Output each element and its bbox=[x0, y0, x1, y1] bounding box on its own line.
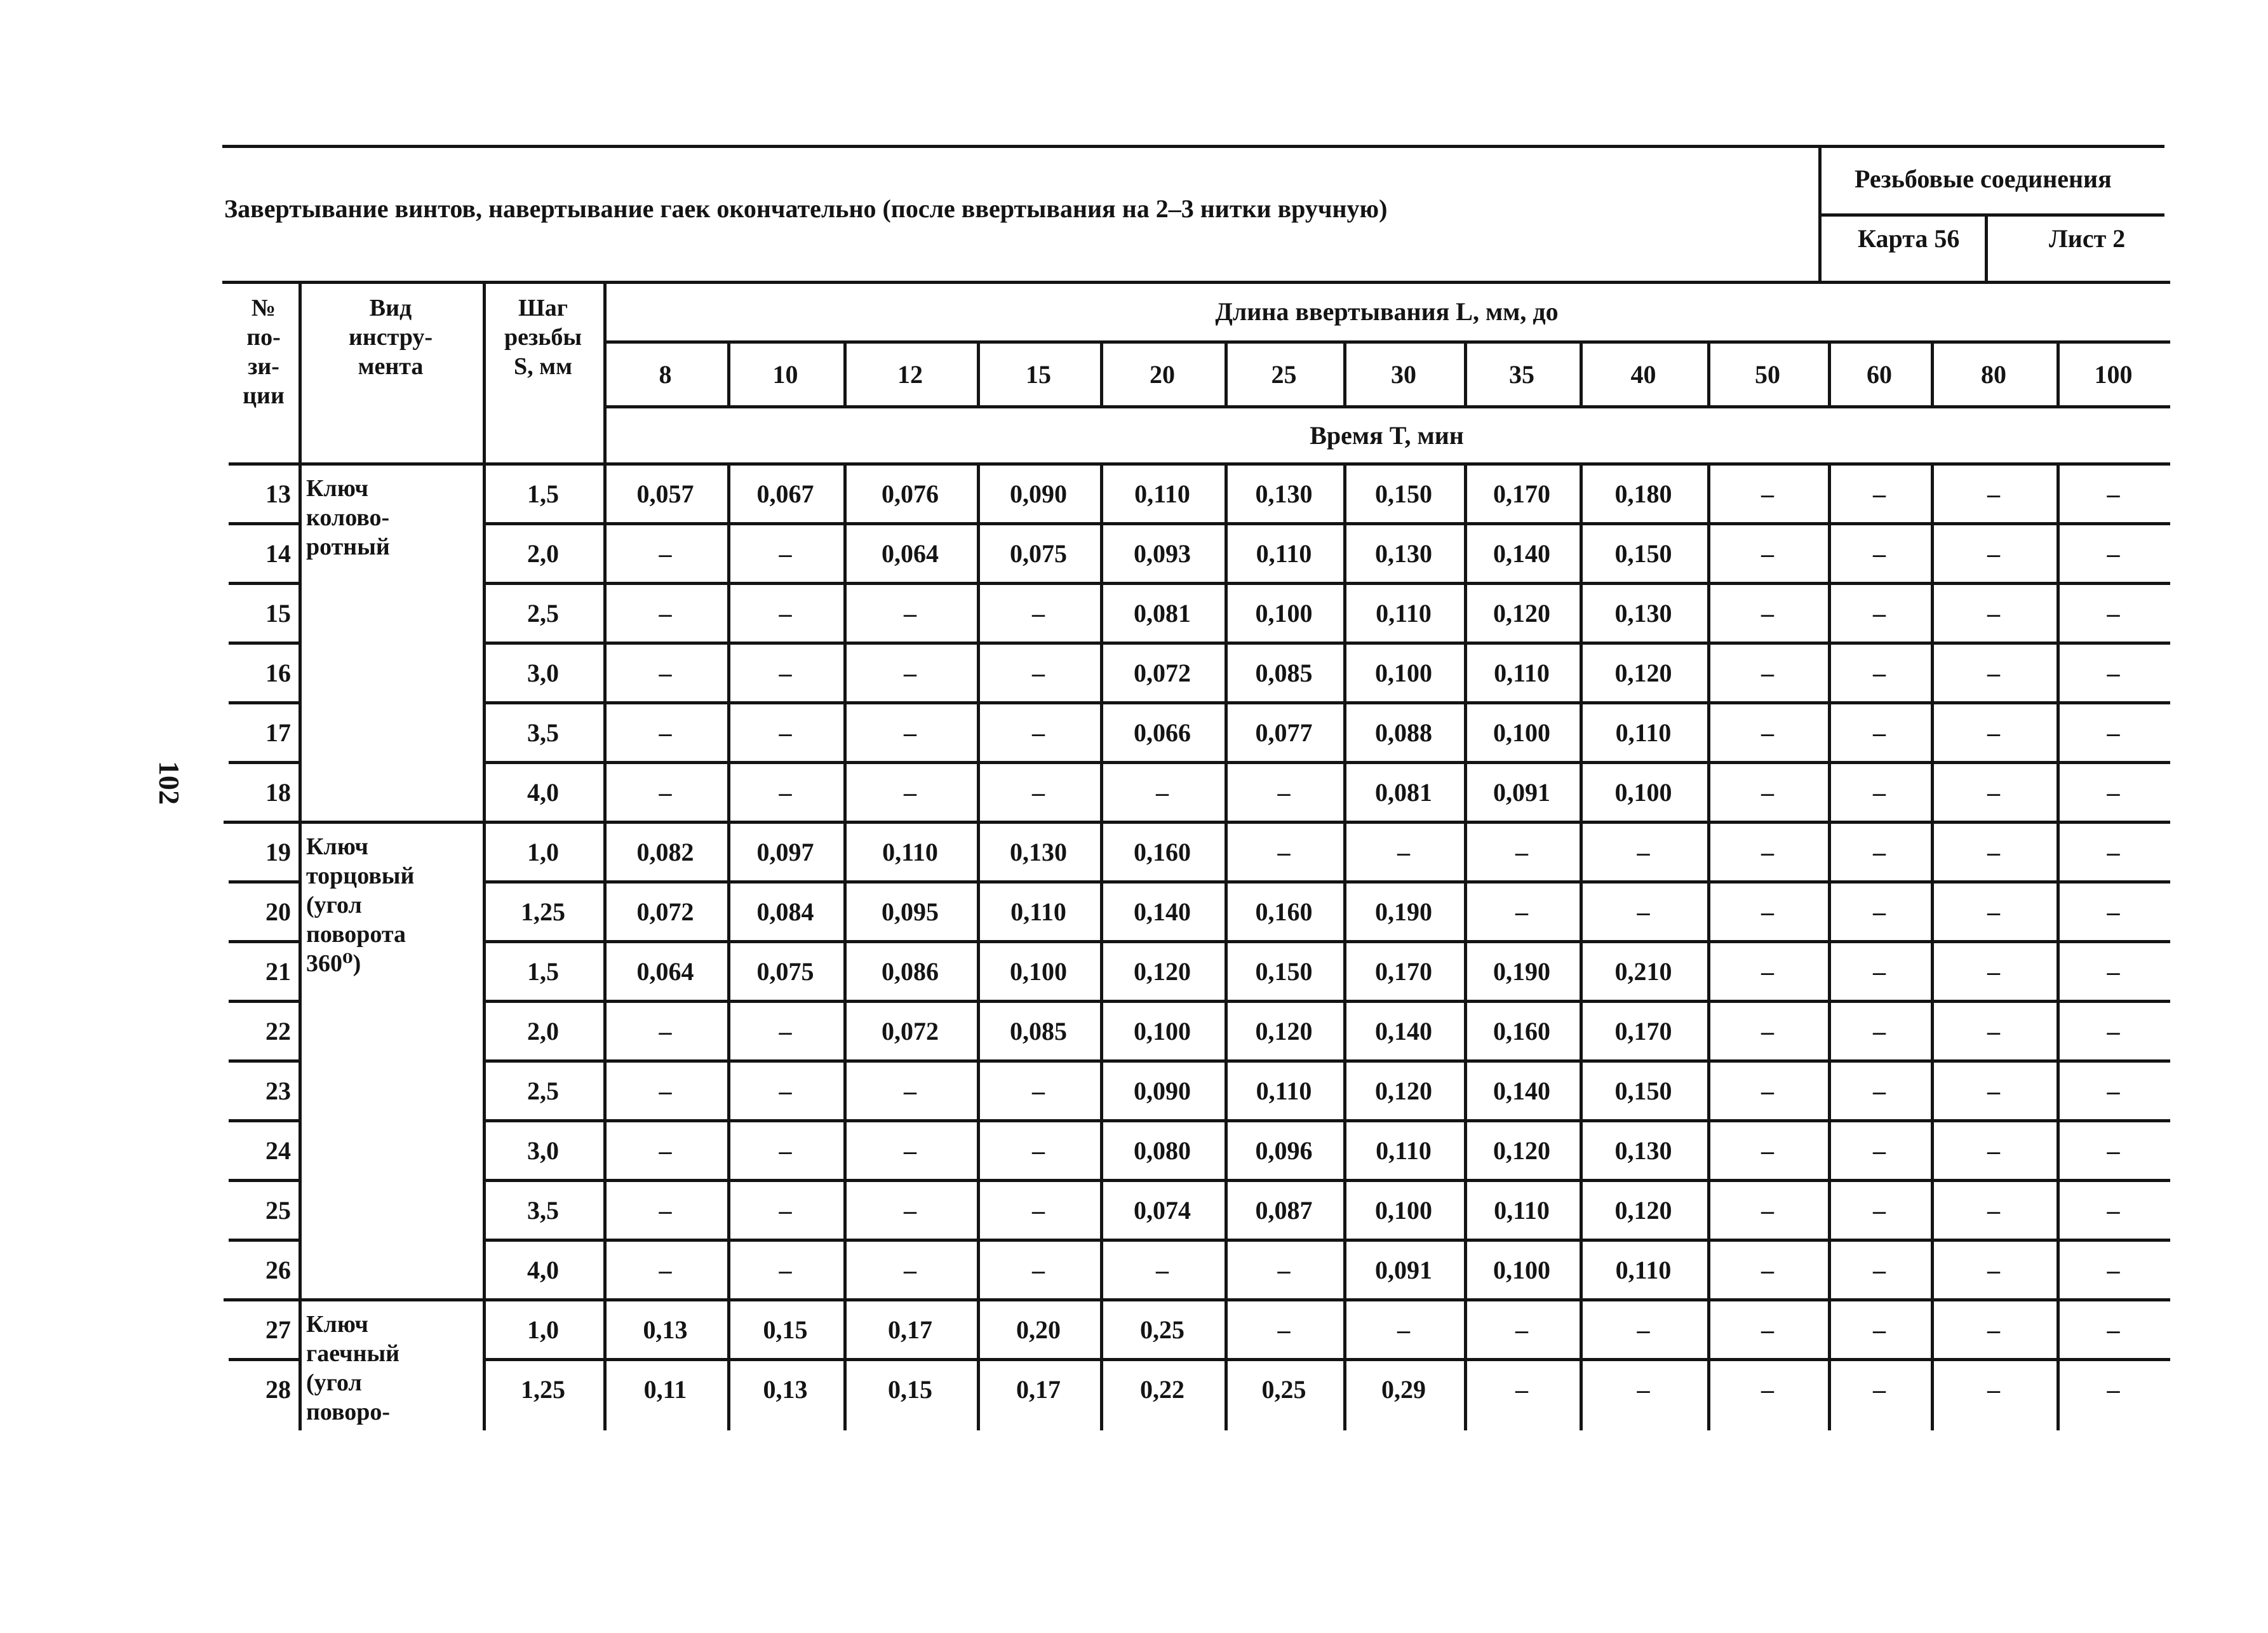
time-value: 0,090 bbox=[1010, 480, 1067, 508]
length-col-header: 10 bbox=[772, 360, 798, 389]
position-number: 22 bbox=[265, 1017, 291, 1045]
time-value: – bbox=[1761, 539, 1774, 568]
time-value: – bbox=[1873, 480, 1886, 508]
time-value: – bbox=[2107, 599, 2120, 628]
time-value: – bbox=[1873, 599, 1886, 628]
time-value: 0,210 bbox=[1614, 957, 1672, 986]
time-value: – bbox=[1873, 1017, 1886, 1045]
time-value: 0,077 bbox=[1255, 718, 1313, 747]
time-value: – bbox=[1032, 659, 1045, 687]
time-value: 0,120 bbox=[1255, 1017, 1313, 1045]
time-value: – bbox=[1873, 1315, 1886, 1344]
time-value: 0,110 bbox=[1615, 1256, 1672, 1284]
time-value: 0,120 bbox=[1614, 1196, 1672, 1225]
time-value: 0,076 bbox=[882, 480, 939, 508]
time-value: 0,075 bbox=[756, 957, 814, 986]
time-value: – bbox=[659, 1077, 672, 1105]
time-value: 0,087 bbox=[1255, 1196, 1313, 1225]
time-value: 0,110 bbox=[1256, 1077, 1312, 1105]
time-value: – bbox=[1761, 1256, 1774, 1284]
time-value: 0,15 bbox=[888, 1375, 932, 1404]
top-rule bbox=[222, 145, 2164, 148]
time-value: 0,170 bbox=[1614, 1017, 1672, 1045]
time-value: 0,082 bbox=[636, 838, 694, 866]
time-value: 0,072 bbox=[882, 1017, 939, 1045]
position-number: 20 bbox=[265, 897, 291, 926]
time-value: – bbox=[1761, 1375, 1774, 1404]
time-value: – bbox=[2107, 778, 2120, 807]
position-number: 27 bbox=[265, 1315, 291, 1344]
time-value: – bbox=[2107, 1315, 2120, 1344]
page-number: 102 bbox=[153, 761, 185, 805]
time-value: – bbox=[1637, 897, 1650, 926]
time-value: – bbox=[659, 1136, 672, 1165]
header-card-divider bbox=[1985, 215, 1988, 283]
time-value: – bbox=[1873, 1375, 1886, 1404]
time-value: – bbox=[1873, 1136, 1886, 1165]
time-value: 0,130 bbox=[1255, 480, 1313, 508]
time-header: Время T, мин bbox=[1310, 421, 1464, 450]
time-value: – bbox=[779, 1077, 792, 1105]
time-value: – bbox=[904, 778, 916, 807]
time-value: – bbox=[1032, 599, 1045, 628]
time-value: 0,110 bbox=[1256, 539, 1312, 568]
time-value: – bbox=[904, 1077, 916, 1105]
time-value: – bbox=[1637, 1315, 1650, 1344]
time-value: – bbox=[1987, 599, 2000, 628]
time-value: 0,067 bbox=[756, 480, 814, 508]
time-value: 0,110 bbox=[1615, 718, 1672, 747]
time-value: 0,15 bbox=[763, 1315, 808, 1344]
thread-step: 2,5 bbox=[527, 599, 559, 628]
time-value: – bbox=[1761, 1315, 1774, 1344]
time-value: 0,072 bbox=[1134, 659, 1191, 687]
time-value: 0,100 bbox=[1375, 659, 1432, 687]
time-value: – bbox=[1277, 1256, 1291, 1284]
time-value: 0,100 bbox=[1614, 778, 1672, 807]
time-value: – bbox=[1761, 838, 1774, 866]
length-col-header: 20 bbox=[1150, 360, 1175, 389]
time-value: – bbox=[2107, 1017, 2120, 1045]
thread-step: 1,25 bbox=[521, 897, 565, 926]
time-value: – bbox=[1873, 1196, 1886, 1225]
time-value: 0,074 bbox=[1134, 1196, 1191, 1225]
time-value: – bbox=[1515, 1375, 1528, 1404]
time-value: – bbox=[2107, 659, 2120, 687]
time-value: – bbox=[1032, 1196, 1045, 1225]
time-value: 0,091 bbox=[1493, 778, 1550, 807]
time-value: 0,100 bbox=[1493, 718, 1550, 747]
length-col-header: 50 bbox=[1755, 360, 1780, 389]
col-line bbox=[299, 281, 302, 1430]
time-value: 0,140 bbox=[1493, 1077, 1550, 1105]
time-value: 0,110 bbox=[882, 838, 938, 866]
position-number: 14 bbox=[265, 539, 291, 568]
page-title: Завертывание винтов, навертывание гаек окончательно (после ввертывания на 2–3 нитки вручную) bbox=[224, 194, 1388, 223]
time-value: – bbox=[1032, 1077, 1045, 1105]
time-value: 0,066 bbox=[1134, 718, 1191, 747]
time-value: 0,17 bbox=[888, 1315, 932, 1344]
time-value: – bbox=[1873, 1077, 1886, 1105]
time-value: – bbox=[1761, 1017, 1774, 1045]
thread-step: 1,5 bbox=[527, 480, 559, 508]
card-label: Карта 56 bbox=[1858, 224, 1960, 253]
time-value: – bbox=[1987, 1077, 2000, 1105]
time-value: – bbox=[779, 599, 792, 628]
time-value: 0,140 bbox=[1493, 539, 1550, 568]
time-value: 0,25 bbox=[1261, 1375, 1306, 1404]
time-value: – bbox=[659, 659, 672, 687]
time-value: – bbox=[1987, 659, 2000, 687]
time-value: 0,120 bbox=[1493, 599, 1550, 628]
time-value: – bbox=[1873, 838, 1886, 866]
time-value: 0,085 bbox=[1010, 1017, 1067, 1045]
position-number: 25 bbox=[265, 1196, 291, 1225]
length-col-header: 35 bbox=[1509, 360, 1534, 389]
position-number: 24 bbox=[265, 1136, 291, 1165]
time-value: – bbox=[1032, 1256, 1045, 1284]
thread-step: 3,0 bbox=[527, 1136, 559, 1165]
position-number: 26 bbox=[265, 1256, 291, 1284]
time-value: – bbox=[659, 539, 672, 568]
time-value: 0,081 bbox=[1375, 778, 1432, 807]
time-value: 0,093 bbox=[1134, 539, 1191, 568]
thread-step: 1,0 bbox=[527, 1315, 559, 1344]
thread-step: 2,0 bbox=[527, 539, 559, 568]
time-value: – bbox=[1873, 1256, 1886, 1284]
thread-step: 3,5 bbox=[527, 1196, 559, 1225]
time-value: – bbox=[1761, 778, 1774, 807]
time-value: 0,057 bbox=[636, 480, 694, 508]
length-col-header: 12 bbox=[897, 360, 923, 389]
time-value: 0,090 bbox=[1134, 1077, 1191, 1105]
time-value: – bbox=[1761, 599, 1774, 628]
time-value: – bbox=[779, 539, 792, 568]
position-number: 18 bbox=[265, 778, 291, 807]
time-value: 0,120 bbox=[1134, 957, 1191, 986]
length-col-header: 80 bbox=[1981, 360, 2006, 389]
position-number: 21 bbox=[265, 957, 291, 986]
time-value: – bbox=[2107, 1375, 2120, 1404]
time-value: – bbox=[1761, 1077, 1774, 1105]
col-step-header: Шаг резьбы S, мм bbox=[504, 295, 582, 380]
thread-step: 2,0 bbox=[527, 1017, 559, 1045]
header-mid-rule bbox=[1820, 213, 2164, 217]
time-value: – bbox=[1987, 480, 2000, 508]
time-value: – bbox=[1637, 838, 1650, 866]
time-value: – bbox=[2107, 838, 2120, 866]
time-value: – bbox=[659, 718, 672, 747]
time-value: – bbox=[1873, 897, 1886, 926]
time-value: 0,110 bbox=[1134, 480, 1190, 508]
time-value: 0,064 bbox=[636, 957, 694, 986]
time-value: – bbox=[779, 778, 792, 807]
time-value: 0,150 bbox=[1255, 957, 1313, 986]
time-value: – bbox=[1987, 1375, 2000, 1404]
thread-step: 1,5 bbox=[527, 957, 559, 986]
time-value: – bbox=[1987, 957, 2000, 986]
position-number: 16 bbox=[265, 659, 291, 687]
time-value: 0,130 bbox=[1375, 539, 1432, 568]
time-value: 0,130 bbox=[1614, 1136, 1672, 1165]
time-value: 0,170 bbox=[1493, 480, 1550, 508]
time-value: 0,150 bbox=[1375, 480, 1432, 508]
time-value: – bbox=[659, 1017, 672, 1045]
tool-group-label: Ключ колово- ротный bbox=[306, 475, 390, 560]
time-value: – bbox=[1987, 718, 2000, 747]
length-col-header: 30 bbox=[1391, 360, 1416, 389]
time-value: 0,096 bbox=[1255, 1136, 1313, 1165]
time-value: 0,13 bbox=[643, 1315, 688, 1344]
length-col-header: 40 bbox=[1630, 360, 1656, 389]
thread-step: 4,0 bbox=[527, 1256, 559, 1284]
position-number: 15 bbox=[265, 599, 291, 628]
time-value: – bbox=[1032, 778, 1045, 807]
time-value: 0,091 bbox=[1375, 1256, 1432, 1284]
time-value: – bbox=[779, 1136, 792, 1165]
time-value: 0,160 bbox=[1134, 838, 1191, 866]
length-col-header: 25 bbox=[1271, 360, 1297, 389]
time-value: – bbox=[1515, 897, 1528, 926]
time-value: – bbox=[1873, 778, 1886, 807]
time-value: – bbox=[779, 1017, 792, 1045]
time-value: – bbox=[1873, 539, 1886, 568]
time-value: – bbox=[1761, 718, 1774, 747]
position-number: 28 bbox=[265, 1375, 291, 1404]
time-value: – bbox=[1277, 838, 1291, 866]
time-value: 0,190 bbox=[1493, 957, 1550, 986]
thread-step: 3,5 bbox=[527, 718, 559, 747]
time-value: 0,110 bbox=[1010, 897, 1066, 926]
time-value: 0,150 bbox=[1614, 539, 1672, 568]
time-value: – bbox=[904, 1136, 916, 1165]
time-value: – bbox=[1761, 1136, 1774, 1165]
time-value: – bbox=[779, 1256, 792, 1284]
time-value: 0,075 bbox=[1010, 539, 1067, 568]
time-value: – bbox=[1032, 1136, 1045, 1165]
time-value: – bbox=[1987, 838, 2000, 866]
time-value: – bbox=[779, 659, 792, 687]
position-number: 13 bbox=[265, 480, 291, 508]
time-value: 0,25 bbox=[1140, 1315, 1184, 1344]
time-value: 0,150 bbox=[1614, 1077, 1672, 1105]
thread-step: 1,25 bbox=[521, 1375, 565, 1404]
position-number: 17 bbox=[265, 718, 291, 747]
position-number: 19 bbox=[265, 838, 291, 866]
time-value: 0,180 bbox=[1614, 480, 1672, 508]
time-value: 0,064 bbox=[882, 539, 939, 568]
thread-step: 4,0 bbox=[527, 778, 559, 807]
tool-group-label: Ключ гаечный (угол поворо- bbox=[306, 1311, 400, 1425]
time-value: – bbox=[1397, 1315, 1410, 1344]
tool-group-label: Ключ торцовый (угол поворота 360⁰) bbox=[306, 833, 415, 977]
time-value: – bbox=[2107, 480, 2120, 508]
time-value: 0,095 bbox=[882, 897, 939, 926]
time-value: – bbox=[2107, 1196, 2120, 1225]
time-value: – bbox=[1761, 957, 1774, 986]
time-value: – bbox=[904, 659, 916, 687]
time-value: – bbox=[1987, 1136, 2000, 1165]
time-value: 0,17 bbox=[1016, 1375, 1061, 1404]
time-value: – bbox=[1987, 778, 2000, 807]
time-value: 0,130 bbox=[1614, 599, 1672, 628]
time-value: – bbox=[1987, 1196, 2000, 1225]
time-value: 0,088 bbox=[1375, 718, 1432, 747]
time-value: – bbox=[1761, 897, 1774, 926]
time-value: – bbox=[659, 1196, 672, 1225]
time-value: 0,160 bbox=[1493, 1017, 1550, 1045]
time-value: – bbox=[1987, 897, 2000, 926]
time-value: – bbox=[779, 718, 792, 747]
time-value: 0,100 bbox=[1255, 599, 1313, 628]
time-value: 0,160 bbox=[1255, 897, 1313, 926]
time-value: 0,140 bbox=[1375, 1017, 1432, 1045]
time-value: – bbox=[2107, 539, 2120, 568]
thread-step: 2,5 bbox=[527, 1077, 559, 1105]
time-value: – bbox=[1873, 659, 1886, 687]
length-header: Длина ввертывания L, мм, до bbox=[1215, 297, 1559, 326]
time-value: 0,190 bbox=[1375, 897, 1432, 926]
time-value: 0,100 bbox=[1010, 957, 1067, 986]
time-value: – bbox=[1515, 838, 1528, 866]
time-value: – bbox=[904, 1256, 916, 1284]
time-value: 0,22 bbox=[1140, 1375, 1184, 1404]
time-value: 0,120 bbox=[1614, 659, 1672, 687]
col-pos-header: № по- зи- ции bbox=[243, 295, 285, 409]
time-value: – bbox=[904, 599, 916, 628]
time-value: 0,110 bbox=[1376, 599, 1432, 628]
time-value: – bbox=[2107, 897, 2120, 926]
time-value: – bbox=[1987, 539, 2000, 568]
time-value: – bbox=[1873, 718, 1886, 747]
time-value: – bbox=[1637, 1375, 1650, 1404]
time-value: 0,086 bbox=[882, 957, 939, 986]
time-value: 0,170 bbox=[1375, 957, 1432, 986]
time-value: – bbox=[1761, 1196, 1774, 1225]
time-value: – bbox=[1397, 838, 1410, 866]
time-value: 0,120 bbox=[1375, 1077, 1432, 1105]
time-value: – bbox=[1873, 957, 1886, 986]
time-value: 0,080 bbox=[1134, 1136, 1191, 1165]
time-value: 0,100 bbox=[1375, 1196, 1432, 1225]
position-number: 23 bbox=[265, 1077, 291, 1105]
time-value: – bbox=[2107, 1136, 2120, 1165]
time-value: – bbox=[1156, 1256, 1169, 1284]
time-value: – bbox=[1515, 1315, 1528, 1344]
time-value: – bbox=[659, 599, 672, 628]
time-value: – bbox=[779, 1196, 792, 1225]
time-value: – bbox=[1032, 718, 1045, 747]
time-value: 0,120 bbox=[1493, 1136, 1550, 1165]
time-value: – bbox=[1761, 659, 1774, 687]
length-col-header: 15 bbox=[1026, 360, 1051, 389]
length-col-header: 100 bbox=[2094, 360, 2133, 389]
time-value: 0,29 bbox=[1381, 1375, 1426, 1404]
time-value: 0,085 bbox=[1255, 659, 1313, 687]
time-value: 0,081 bbox=[1134, 599, 1191, 628]
time-value: 0,100 bbox=[1493, 1256, 1550, 1284]
time-value: – bbox=[2107, 1256, 2120, 1284]
time-value: – bbox=[2107, 718, 2120, 747]
time-value: – bbox=[1156, 778, 1169, 807]
time-value: – bbox=[1987, 1017, 2000, 1045]
time-value: – bbox=[1987, 1315, 2000, 1344]
time-value: 0,084 bbox=[756, 897, 814, 926]
time-value: – bbox=[2107, 957, 2120, 986]
time-value: – bbox=[2107, 1077, 2120, 1105]
time-value: – bbox=[659, 1256, 672, 1284]
col-tool-header: Вид инстру- мента bbox=[348, 295, 433, 380]
time-value: 0,13 bbox=[763, 1375, 808, 1404]
section-label: Резьбовые соединения bbox=[1855, 165, 2112, 193]
sheet-label: Лист 2 bbox=[2049, 224, 2126, 253]
thread-step: 3,0 bbox=[527, 659, 559, 687]
time-value: 0,140 bbox=[1134, 897, 1191, 926]
time-value: 0,130 bbox=[1010, 838, 1067, 866]
time-value: – bbox=[1987, 1256, 2000, 1284]
time-value: 0,097 bbox=[756, 838, 814, 866]
time-value: 0,110 bbox=[1494, 1196, 1550, 1225]
time-value: – bbox=[1277, 1315, 1291, 1344]
time-value: – bbox=[659, 778, 672, 807]
time-value: 0,110 bbox=[1494, 659, 1550, 687]
time-value: 0,072 bbox=[636, 897, 694, 926]
thread-step: 1,0 bbox=[527, 838, 559, 866]
time-value: 0,100 bbox=[1134, 1017, 1191, 1045]
time-value: 0,11 bbox=[643, 1375, 687, 1404]
time-value: – bbox=[1761, 480, 1774, 508]
time-value: – bbox=[1277, 778, 1291, 807]
time-value: 0,20 bbox=[1016, 1315, 1061, 1344]
length-col-header: 8 bbox=[659, 360, 672, 389]
time-value: – bbox=[904, 718, 916, 747]
length-col-header: 60 bbox=[1867, 360, 1892, 389]
time-value: 0,110 bbox=[1376, 1136, 1432, 1165]
time-value: – bbox=[904, 1196, 916, 1225]
